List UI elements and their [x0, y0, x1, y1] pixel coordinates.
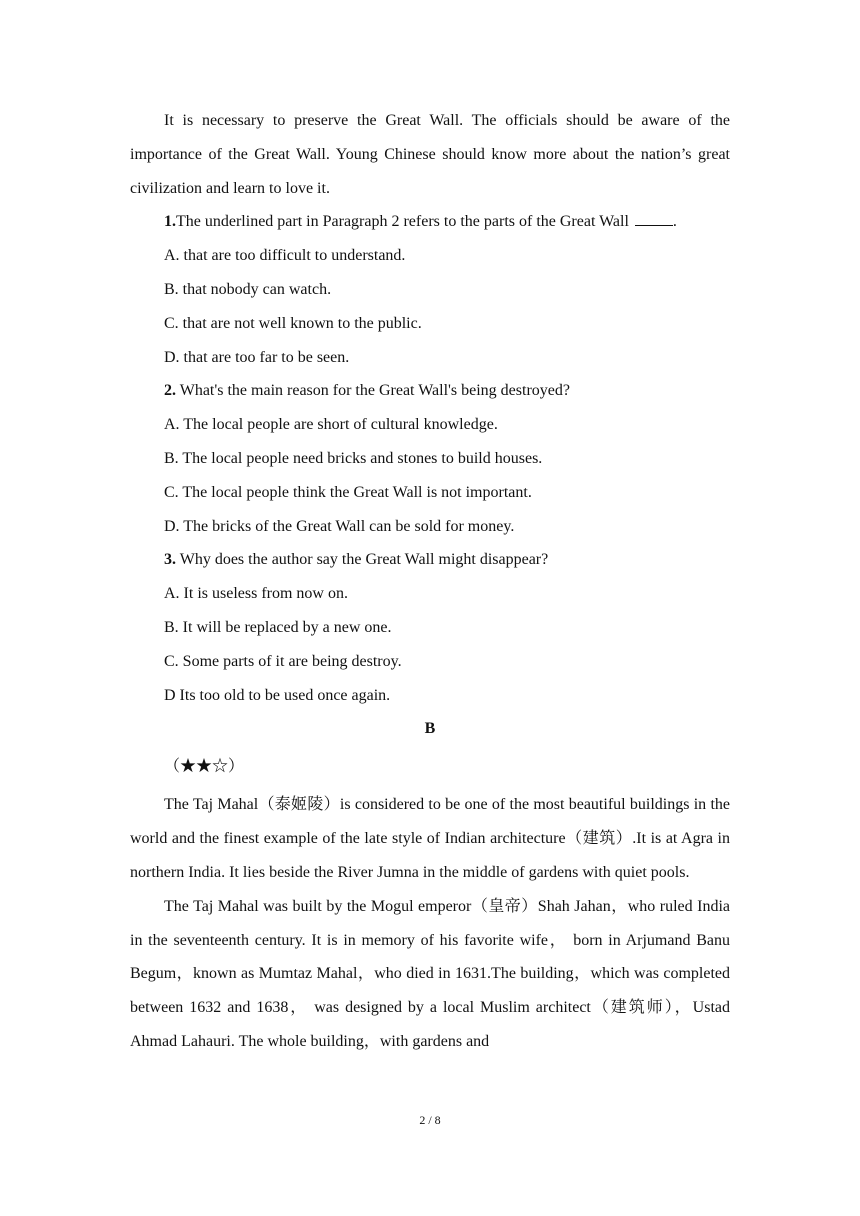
question-3-number: 3. — [164, 551, 176, 569]
question-2-option-b: B. The local people need bricks and stones to build houses. — [164, 449, 543, 467]
question-3-option-b: B. It will be replaced by a new one. — [164, 618, 392, 636]
question-1-option-b: B. that nobody can watch. — [164, 280, 332, 298]
question-3-option-d: D Its too old to be used once again. — [164, 686, 391, 704]
question-1-number: 1. — [164, 213, 176, 231]
question-3-option-a: A. It is useless from now on. — [164, 585, 348, 603]
question-1-option-c: C. that are not well known to the public. — [164, 314, 422, 332]
question-2-stem: What's the main reason for the Great Wall's being destroyed? — [176, 382, 570, 400]
passage-b-paragraph-1: The Taj Mahal（泰姬陵）is considered to be one of the most beautiful buildings in the world and the finest example of the late style of Indian architecture（建筑）.It is at Agra in northern India. It lies beside the River Jumna in the middle of gardens with quiet pools. — [130, 796, 730, 881]
answer-blank — [635, 207, 673, 226]
question-3-option-c: C. Some parts of it are being destroy. — [164, 652, 402, 670]
document-page — [130, 104, 730, 1059]
question-3 — [130, 543, 730, 577]
question-2-number: 2. — [164, 382, 176, 400]
question-1 — [130, 205, 730, 239]
question-1-option-a: A. that are too difficult to understand. — [164, 247, 406, 265]
section-b-heading: B — [424, 720, 436, 738]
question-1-stem: The underlined part in Paragraph 2 refers to the parts of the Great Wall — [176, 213, 629, 231]
question-2-option-d: D. The bricks of the Great Wall can be sold for money. — [164, 517, 515, 535]
passage-b-paragraph-2: The Taj Mahal was built by the Mogul emperor（皇帝）Shah Jahan，who ruled India in the seventeenth century. It is in memory of his favorite wife， born in Arjumand Banu Begum，known as Mumtaz Mahal，who died in 1631.The building，which was completed between 1632 and 1638， was designed by a local Muslim architect（建筑师），Ustad Ahmad Lahauri. The whole building，with gardens and — [130, 897, 730, 1050]
question-3-stem: Why does the author say the Great Wall might disappear? — [176, 551, 549, 569]
question-2-option-a: A. The local people are short of cultural knowledge. — [164, 416, 498, 434]
question-1-stem-end: . — [672, 213, 677, 231]
difficulty-rating: （★★☆） — [164, 758, 245, 776]
page-number: 2 / 8 — [419, 1113, 441, 1127]
question-2-option-c: C. The local people think the Great Wall is not important. — [164, 483, 532, 501]
question-1-option-d: D. that are too far to be seen. — [164, 348, 350, 366]
question-2 — [130, 374, 730, 408]
intro-paragraph: It is necessary to preserve the Great Wall. The officials should be aware of the importance of the Great Wall. Young Chinese should know more about the nation’s great civilization and learn to love it. — [130, 112, 730, 197]
